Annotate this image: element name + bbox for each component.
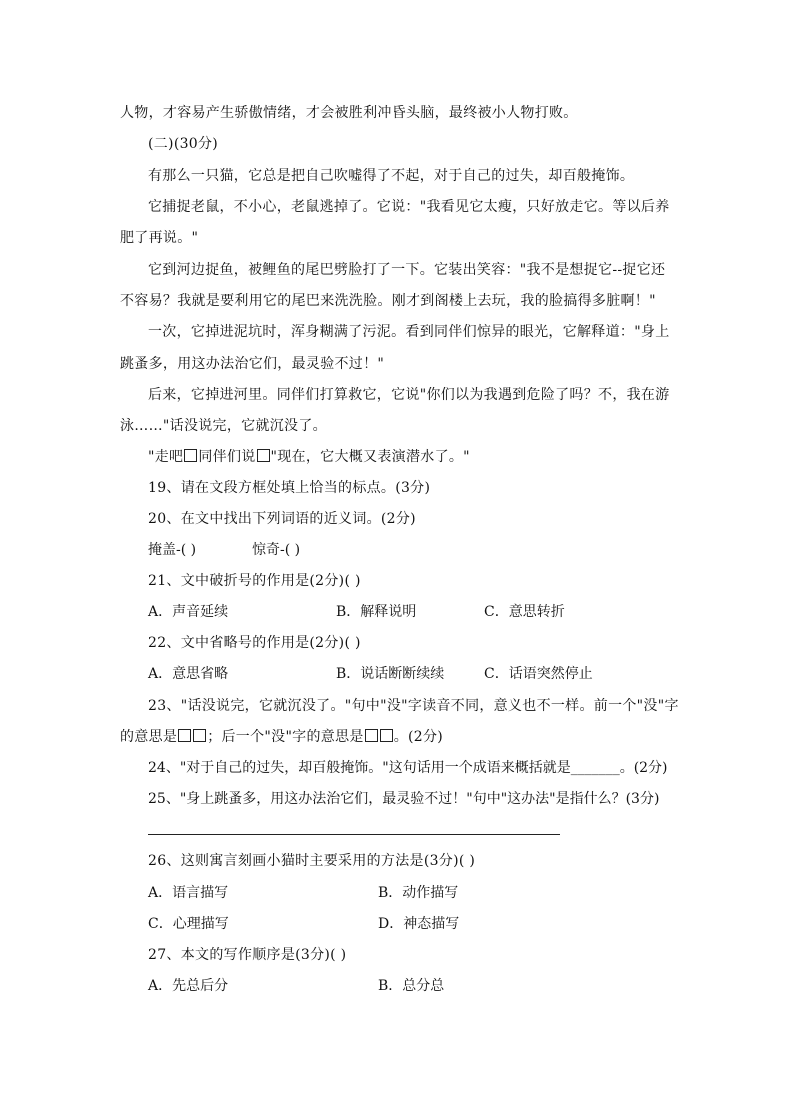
- paragraph-line: 泳……"话没说完，它就沉没了。: [120, 418, 327, 434]
- answer-line[interactable]: [148, 834, 560, 835]
- paragraph-line: 后来，它掉进河里。同伴们打算救它，它说"你们以为我遇到危险了吗？不，我在游: [148, 387, 670, 403]
- question-25: 25、"身上跳蚤多，用这办法治它们，最灵验不过！"句中"这办法"是指什么？(3分): [148, 791, 660, 807]
- text-segment: "现在，它大概又表演潜水了。": [270, 449, 470, 465]
- option-c[interactable]: C．意思转折: [484, 604, 565, 620]
- paragraph-line: 肥了再说。": [120, 230, 199, 246]
- answer-blank-box[interactable]: [380, 729, 393, 742]
- option-a[interactable]: A．意思省略: [148, 666, 229, 682]
- text-segment: 的意思是: [120, 729, 178, 745]
- question-23-continued: [120, 726, 443, 748]
- option-d[interactable]: D．神态描写: [378, 916, 460, 932]
- question-26: 26、这则寓言刻画小猫时主要采用的方法是(3分)( ): [148, 853, 476, 869]
- punctuation-blank-box[interactable]: [257, 449, 270, 462]
- answer-blank-box[interactable]: [178, 729, 191, 742]
- question-24: 24、"对于自己的过失，却百般掩饰。"这句话用一个成语来概括就是_______。(2分): [148, 760, 668, 776]
- section-heading: (二)(30分): [148, 136, 219, 152]
- question-19: 19、请在文段方框处填上恰当的标点。(3分): [148, 480, 431, 496]
- text-segment: "走吧: [148, 449, 184, 465]
- option-b[interactable]: B．动作描写: [378, 885, 459, 901]
- paragraph-line: 有那么一只猫，它总是把自己吹嘘得了不起，对于自己的过失，却百般掩饰。: [148, 168, 635, 184]
- paragraph-line: 跳蚤多，用这办法治它们，最灵验不过！": [120, 356, 385, 372]
- question-22: 22、文中省略号的作用是(2分)( ): [148, 635, 361, 651]
- answer-blank-box[interactable]: [193, 729, 206, 742]
- question-21: 21、文中破折号的作用是(2分)( ): [148, 573, 361, 589]
- paragraph-line: 它到河边捉鱼，被鲤鱼的尾巴劈脸打了一下。它装出笑容："我不是想捉它--捉它还: [148, 262, 666, 278]
- paragraph-line: 不容易？我就是要利用它的尾巴来洗洗脸。刚才到阁楼上去玩，我的脸搞得多脏啊！": [120, 293, 656, 309]
- paragraph-line: 人物，才容易产生骄傲情绪，才会被胜利冲昏头脑，最终被小人物打败。: [120, 105, 578, 121]
- paragraph-line: 它捕捉老鼠，不小心，老鼠逃掉了。它说："我看见它太瘦，只好放走它。等以后养: [148, 199, 670, 215]
- question-20: 20、在文中找出下列词语的近义词。(2分): [148, 511, 416, 527]
- synonym-blank-1[interactable]: 掩盖-( ): [148, 542, 197, 558]
- text-segment: ；后一个"没"字的意思是: [207, 729, 364, 745]
- option-c[interactable]: C．话语突然停止: [484, 666, 593, 682]
- text-segment: 同伴们说: [198, 449, 256, 465]
- option-c[interactable]: C．心理描写: [148, 916, 229, 932]
- option-a[interactable]: A．声音延续: [148, 604, 229, 620]
- paragraph-line: 一次，它掉进泥坑时，浑身糊满了污泥。看到同伴们惊异的眼光，它解释道："身上: [148, 324, 670, 340]
- option-b[interactable]: B．总分总: [378, 978, 445, 994]
- question-27: 27、本文的写作顺序是(3分)( ): [148, 947, 347, 963]
- answer-blank-box[interactable]: [365, 729, 378, 742]
- paragraph-line-with-boxes: [148, 446, 470, 468]
- punctuation-blank-box[interactable]: [184, 449, 197, 462]
- synonym-blank-2[interactable]: 惊奇-( ): [252, 542, 301, 558]
- option-a[interactable]: A．语言描写: [148, 885, 229, 901]
- option-a[interactable]: A．先总后分: [148, 978, 229, 994]
- option-b[interactable]: B．解释说明: [336, 604, 417, 620]
- text-segment: 。(2分): [393, 729, 444, 745]
- option-b[interactable]: B．说话断断续续: [336, 666, 445, 682]
- question-23: 23、"话没说完，它就沉没了。"句中"没"字读音不同，意义也不一样。前一个"没"字: [148, 698, 679, 714]
